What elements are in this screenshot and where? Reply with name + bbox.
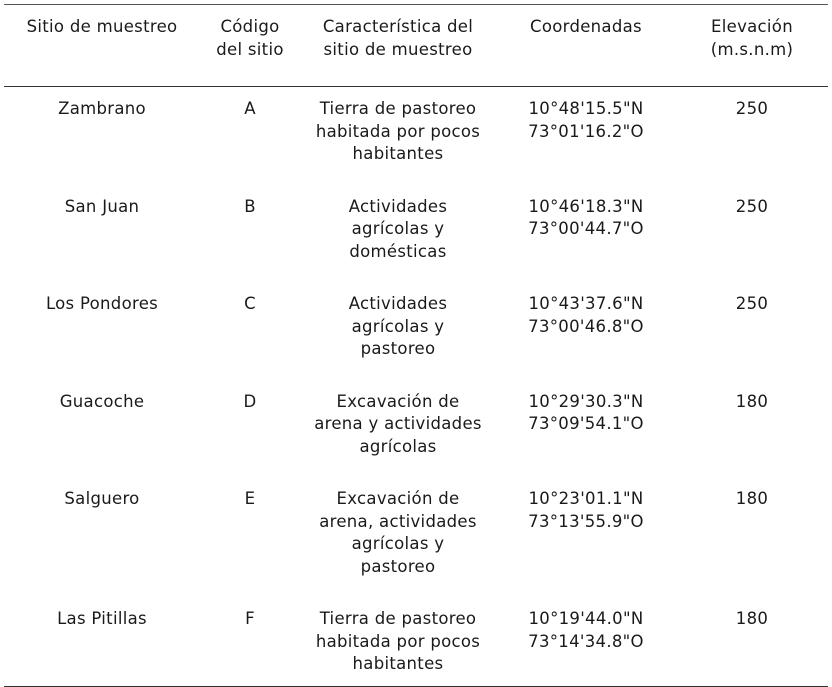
elevation-value: 180 [735, 391, 769, 411]
site-name: San Juan [64, 196, 140, 216]
table-row [4, 478, 828, 598]
header-code: Código del sitio [216, 17, 284, 59]
cell-characteristic [300, 186, 496, 284]
characteristic-line: Excavación de [336, 489, 460, 508]
header-coordinates: Coordenadas [530, 17, 642, 36]
elevation-value: 250 [735, 196, 769, 216]
cell-site [4, 87, 200, 186]
table-body [4, 87, 828, 687]
elevation-value: 180 [735, 609, 769, 628]
header-row [4, 5, 828, 87]
header-elevation: Elevación (m.s.n.m) [710, 17, 794, 59]
coordinate-line: 10°29'30.3"N [528, 391, 644, 411]
cell-coordinates [496, 186, 676, 284]
table-row [4, 87, 828, 186]
cell-code [200, 186, 300, 284]
coordinate-line: 73°00'46.8"O [528, 316, 644, 336]
site-name: Guacoche [59, 391, 145, 411]
cell-coordinates [496, 283, 676, 381]
cell-elevation [676, 381, 828, 479]
cell-site [4, 478, 200, 598]
cell-code [200, 283, 300, 381]
site-code: D [243, 391, 257, 411]
cell-code [200, 87, 300, 186]
table-row [4, 186, 828, 284]
coordinate-line: 73°01'16.2"O [528, 121, 644, 141]
table-row [4, 381, 828, 479]
sampling-sites-table [4, 4, 828, 687]
cell-site [4, 598, 200, 686]
cell-elevation [676, 87, 828, 186]
cell-elevation [676, 478, 828, 598]
characteristic-line: Actividades [348, 294, 448, 313]
coordinate-line: 10°46'18.3"N [528, 196, 644, 216]
characteristic-line: Tierra de pastoreo [319, 99, 477, 118]
table-header [4, 5, 828, 87]
cell-code [200, 381, 300, 479]
coordinate-line: 73°00'44.7"O [528, 219, 644, 238]
site-name: Zambrano [58, 99, 146, 118]
coordinate-line: 73°13'55.9"O [528, 511, 644, 531]
cell-characteristic [300, 381, 496, 479]
site-code: B [244, 196, 256, 216]
cell-coordinates [496, 87, 676, 186]
cell-coordinates [496, 381, 676, 479]
characteristic-line: agrícolas y [351, 534, 445, 553]
characteristic-line: pastoreo [360, 556, 436, 576]
site-code: E [244, 489, 256, 508]
site-code: A [244, 99, 256, 118]
characteristic-line: Excavación de [336, 391, 460, 411]
characteristic-line: arena, actividades [319, 511, 477, 531]
table-row [4, 598, 828, 686]
cell-characteristic [300, 598, 496, 686]
characteristic-line: habitada por pocos [315, 631, 481, 651]
coordinate-line: 10°48'15.5"N [528, 99, 644, 118]
cell-characteristic [300, 478, 496, 598]
cell-site [4, 283, 200, 381]
header-characteristic: Característica del sitio de muestreo [322, 17, 474, 59]
table-row [4, 283, 828, 381]
site-name: Salguero [64, 489, 140, 508]
elevation-value: 250 [735, 99, 769, 118]
cell-code [200, 598, 300, 686]
header-site: Sitio de muestreo [26, 17, 178, 36]
cell-coordinates [496, 478, 676, 598]
cell-elevation [676, 283, 828, 381]
cell-coordinates [496, 598, 676, 686]
site-name: Las Pitillas [57, 609, 147, 628]
cell-site [4, 186, 200, 284]
characteristic-line: arena y actividades [314, 414, 482, 433]
site-code: F [245, 609, 255, 628]
characteristic-line: habitantes [352, 144, 444, 163]
cell-elevation [676, 186, 828, 284]
characteristic-line: domésticas [349, 241, 447, 261]
cell-characteristic [300, 283, 496, 381]
cell-characteristic [300, 87, 496, 186]
site-code: C [244, 294, 256, 313]
characteristic-line: agrícolas y [351, 316, 445, 336]
characteristic-line: habitantes [352, 654, 444, 673]
coordinate-line: 10°23'01.1"N [528, 489, 644, 508]
characteristic-line: habitada por pocos [315, 121, 481, 141]
site-name: Los Pondores [45, 294, 159, 313]
cell-elevation [676, 598, 828, 686]
elevation-value: 180 [735, 489, 769, 508]
cell-code [200, 478, 300, 598]
coordinate-line: 73°14'34.8"O [528, 631, 644, 651]
characteristic-line: agrícolas [359, 436, 437, 456]
coordinate-line: 73°09'54.1"O [528, 414, 644, 433]
characteristic-line: pastoreo [360, 339, 436, 358]
elevation-value: 250 [735, 294, 769, 313]
coordinate-line: 10°43'37.6"N [528, 294, 644, 313]
characteristic-line: Actividades [348, 196, 448, 216]
cell-site [4, 381, 200, 479]
characteristic-line: agrícolas y [351, 219, 445, 238]
characteristic-line: Tierra de pastoreo [319, 609, 477, 628]
coordinate-line: 10°19'44.0"N [528, 609, 644, 628]
